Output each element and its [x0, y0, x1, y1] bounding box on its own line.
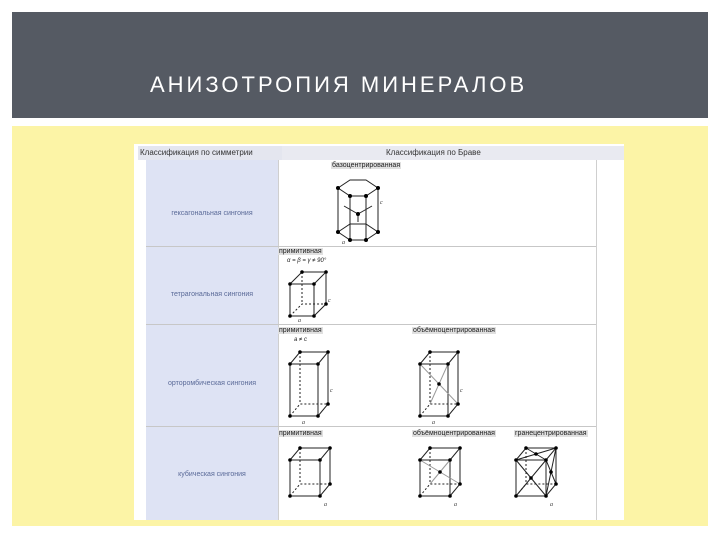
cell-title-face-centered: гранецентрированная — [515, 430, 587, 437]
content-area — [12, 126, 708, 526]
cell-title-body-centered: объёмноцентрированная — [413, 327, 495, 334]
row-label-cubic: кубическая сингония — [178, 471, 246, 478]
table-header-left — [138, 146, 282, 160]
bravais-table — [134, 144, 624, 520]
svg-text:c: c — [380, 200, 383, 206]
svg-text:a: a — [454, 502, 457, 508]
svg-text:a: a — [324, 502, 327, 508]
orthorhombic-primitive-diagram — [282, 344, 342, 426]
tetragonal-lattice-diagram — [282, 264, 342, 324]
row-divider — [146, 324, 596, 325]
svg-text:c: c — [330, 388, 333, 394]
title-bar — [12, 12, 708, 118]
row-label-tetragonal: тетрагональная сингония — [170, 291, 254, 298]
header-left-label: Классификация по симметрии — [140, 148, 253, 157]
cubic-face-centered-diagram — [508, 442, 564, 512]
svg-text:a: a — [298, 318, 301, 324]
svg-text:a: a — [302, 420, 305, 426]
svg-text:a: a — [550, 502, 553, 508]
table-right-border — [596, 160, 597, 520]
svg-text:a: a — [432, 420, 435, 426]
cell-title-primitive: примитивная — [279, 430, 322, 437]
svg-text:a: a — [342, 240, 345, 246]
svg-text:c: c — [460, 388, 463, 394]
table-header-right — [282, 146, 624, 160]
header-right-label: Классификация по Браве — [386, 148, 481, 157]
cell-title-body-centered: объёмноцентрированная — [413, 430, 495, 437]
slide-title: АНИЗОТРОПИЯ МИНЕРАЛОВ — [150, 72, 528, 97]
cell-title-primitive: примитивная — [279, 248, 322, 255]
hexagonal-lattice-diagram — [330, 174, 390, 246]
condition-label: α = β = γ ≠ 90° — [287, 258, 327, 264]
cubic-primitive-diagram — [282, 442, 338, 512]
row-divider — [146, 246, 596, 247]
row-divider — [146, 426, 596, 427]
condition-label: a ≠ c — [294, 337, 307, 343]
cubic-body-centered-diagram — [412, 442, 468, 512]
cell-title-primitive: примитивная — [279, 327, 322, 334]
orthorhombic-body-centered-diagram — [412, 344, 472, 426]
row-label-hexagonal: гексагональная сингония — [171, 210, 253, 217]
svg-text:c: c — [328, 298, 331, 304]
row-label-orthorhombic: орторомбическая сингония — [167, 380, 257, 387]
cell-title-base-centered: базоцентрированная — [332, 162, 401, 169]
symmetry-column — [146, 160, 278, 520]
column-divider — [278, 160, 279, 520]
